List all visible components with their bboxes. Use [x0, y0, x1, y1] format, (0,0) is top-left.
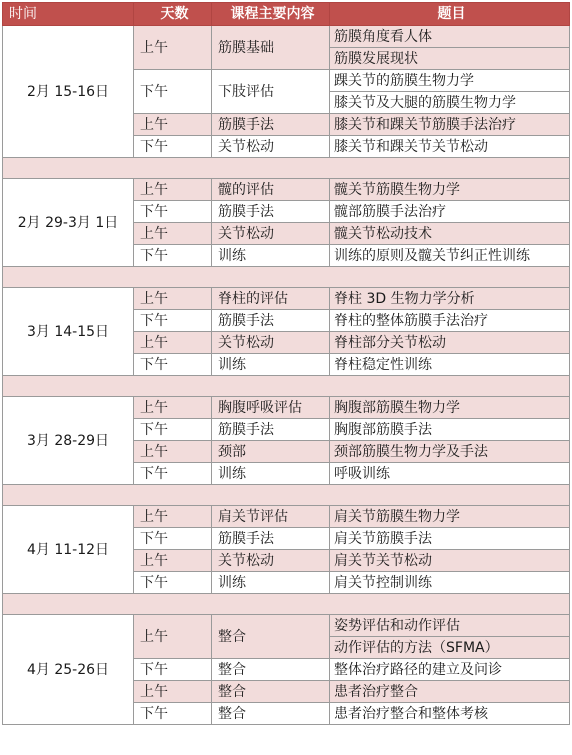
- title-cell: 膝关节和踝关节关节松动: [330, 136, 570, 158]
- title-cell: 整体治疗路径的建立及问诊: [330, 659, 570, 681]
- schedule-table: [2, 2, 570, 725]
- title-cell: 髋部筋膜手法治疗: [330, 201, 570, 223]
- day-cell: 上午: [134, 179, 212, 201]
- content-cell: 训练: [212, 354, 330, 376]
- title-cell: 患者治疗整合和整体考核: [330, 703, 570, 725]
- title-cell: 脊柱 3D 生物力学分析: [330, 288, 570, 310]
- title-cell: 肩关节筋膜生物力学: [330, 506, 570, 528]
- content-cell: 整合: [212, 703, 330, 725]
- content-cell: 整合: [212, 659, 330, 681]
- separator-cell: [3, 485, 570, 506]
- day-cell: 上午: [134, 223, 212, 245]
- content-cell: 筋膜手法: [212, 114, 330, 136]
- title-cell: 膝关节和踝关节筋膜手法治疗: [330, 114, 570, 136]
- separator-row: [3, 594, 570, 615]
- content-cell: 筋膜手法: [212, 201, 330, 223]
- title-cell: 踝关节的筋膜生物力学: [330, 70, 570, 92]
- title-cell: 胸腹部筋膜生物力学: [330, 397, 570, 419]
- content-cell: 筋膜基础: [212, 26, 330, 70]
- table-row: [3, 179, 570, 201]
- content-cell: 颈部: [212, 441, 330, 463]
- day-cell: 下午: [134, 419, 212, 441]
- content-cell: 肩关节评估: [212, 506, 330, 528]
- content-cell: 下肢评估: [212, 70, 330, 114]
- content-cell: 关节松动: [212, 332, 330, 354]
- content-cell: 整合: [212, 681, 330, 703]
- session-date-cell: 4月 11-12日: [3, 506, 134, 594]
- title-cell: 脊柱部分关节松动: [330, 332, 570, 354]
- title-cell: 肩关节控制训练: [330, 572, 570, 594]
- day-cell: 上午: [134, 288, 212, 310]
- day-cell: 下午: [134, 310, 212, 332]
- day-cell: 下午: [134, 659, 212, 681]
- header-row: [3, 3, 570, 26]
- day-cell: 上午: [134, 441, 212, 463]
- day-cell: 上午: [134, 114, 212, 136]
- content-cell: 筋膜手法: [212, 419, 330, 441]
- session-date-cell: 4月 25-26日: [3, 615, 134, 725]
- content-cell: 脊柱的评估: [212, 288, 330, 310]
- day-cell: 上午: [134, 615, 212, 659]
- title-cell: 肩关节筋膜手法: [330, 528, 570, 550]
- header-title: 题目: [330, 3, 570, 26]
- schedule-body: [3, 26, 570, 725]
- title-cell: 髋关节松动技术: [330, 223, 570, 245]
- session-date-cell: 2月 29-3月 1日: [3, 179, 134, 267]
- session-date-cell: 2月 15-16日: [3, 26, 134, 158]
- title-cell: 脊柱稳定性训练: [330, 354, 570, 376]
- title-cell: 训练的原则及髋关节纠正性训练: [330, 245, 570, 267]
- day-cell: 上午: [134, 681, 212, 703]
- table-row: [3, 506, 570, 528]
- content-cell: 关节松动: [212, 136, 330, 158]
- day-cell: 下午: [134, 572, 212, 594]
- separator-cell: [3, 376, 570, 397]
- content-cell: 胸腹呼吸评估: [212, 397, 330, 419]
- content-cell: 关节松动: [212, 223, 330, 245]
- day-cell: 下午: [134, 703, 212, 725]
- session-date-cell: 3月 14-15日: [3, 288, 134, 376]
- separator-cell: [3, 594, 570, 615]
- content-cell: 关节松动: [212, 550, 330, 572]
- table-row: [3, 26, 570, 48]
- title-cell: 姿势评估和动作评估: [330, 615, 570, 637]
- title-cell: 胸腹部筋膜手法: [330, 419, 570, 441]
- content-cell: 筋膜手法: [212, 310, 330, 332]
- day-cell: 上午: [134, 332, 212, 354]
- separator-row: [3, 485, 570, 506]
- day-cell: 下午: [134, 245, 212, 267]
- separator-row: [3, 158, 570, 179]
- day-cell: 上午: [134, 550, 212, 572]
- day-cell: 上午: [134, 397, 212, 419]
- day-cell: 下午: [134, 528, 212, 550]
- header-time: 时间: [3, 3, 134, 26]
- title-cell: 动作评估的方法（SFMA）: [330, 637, 570, 659]
- day-cell: 下午: [134, 136, 212, 158]
- day-cell: 下午: [134, 463, 212, 485]
- day-cell: 上午: [134, 26, 212, 70]
- title-cell: 筋膜发展现状: [330, 48, 570, 70]
- separator-row: [3, 376, 570, 397]
- title-cell: 患者治疗整合: [330, 681, 570, 703]
- title-cell: 呼吸训练: [330, 463, 570, 485]
- session-date-cell: 3月 28-29日: [3, 397, 134, 485]
- table-row: [3, 615, 570, 637]
- title-cell: 髋关节筋膜生物力学: [330, 179, 570, 201]
- content-cell: 髋的评估: [212, 179, 330, 201]
- title-cell: 脊柱的整体筋膜手法治疗: [330, 310, 570, 332]
- title-cell: 颈部筋膜生物力学及手法: [330, 441, 570, 463]
- day-cell: 上午: [134, 506, 212, 528]
- content-cell: 训练: [212, 572, 330, 594]
- day-cell: 下午: [134, 354, 212, 376]
- title-cell: 膝关节及大腿的筋膜生物力学: [330, 92, 570, 114]
- content-cell: 整合: [212, 615, 330, 659]
- header-days: 天数: [134, 3, 212, 26]
- separator-cell: [3, 267, 570, 288]
- separator-row: [3, 267, 570, 288]
- schedule-header: [3, 3, 570, 26]
- day-cell: 下午: [134, 70, 212, 114]
- title-cell: 肩关节关节松动: [330, 550, 570, 572]
- table-row: [3, 397, 570, 419]
- content-cell: 训练: [212, 245, 330, 267]
- day-cell: 下午: [134, 201, 212, 223]
- content-cell: 筋膜手法: [212, 528, 330, 550]
- separator-cell: [3, 158, 570, 179]
- content-cell: 训练: [212, 463, 330, 485]
- header-content: 课程主要内容: [212, 3, 330, 26]
- table-row: [3, 288, 570, 310]
- title-cell: 筋膜角度看人体: [330, 26, 570, 48]
